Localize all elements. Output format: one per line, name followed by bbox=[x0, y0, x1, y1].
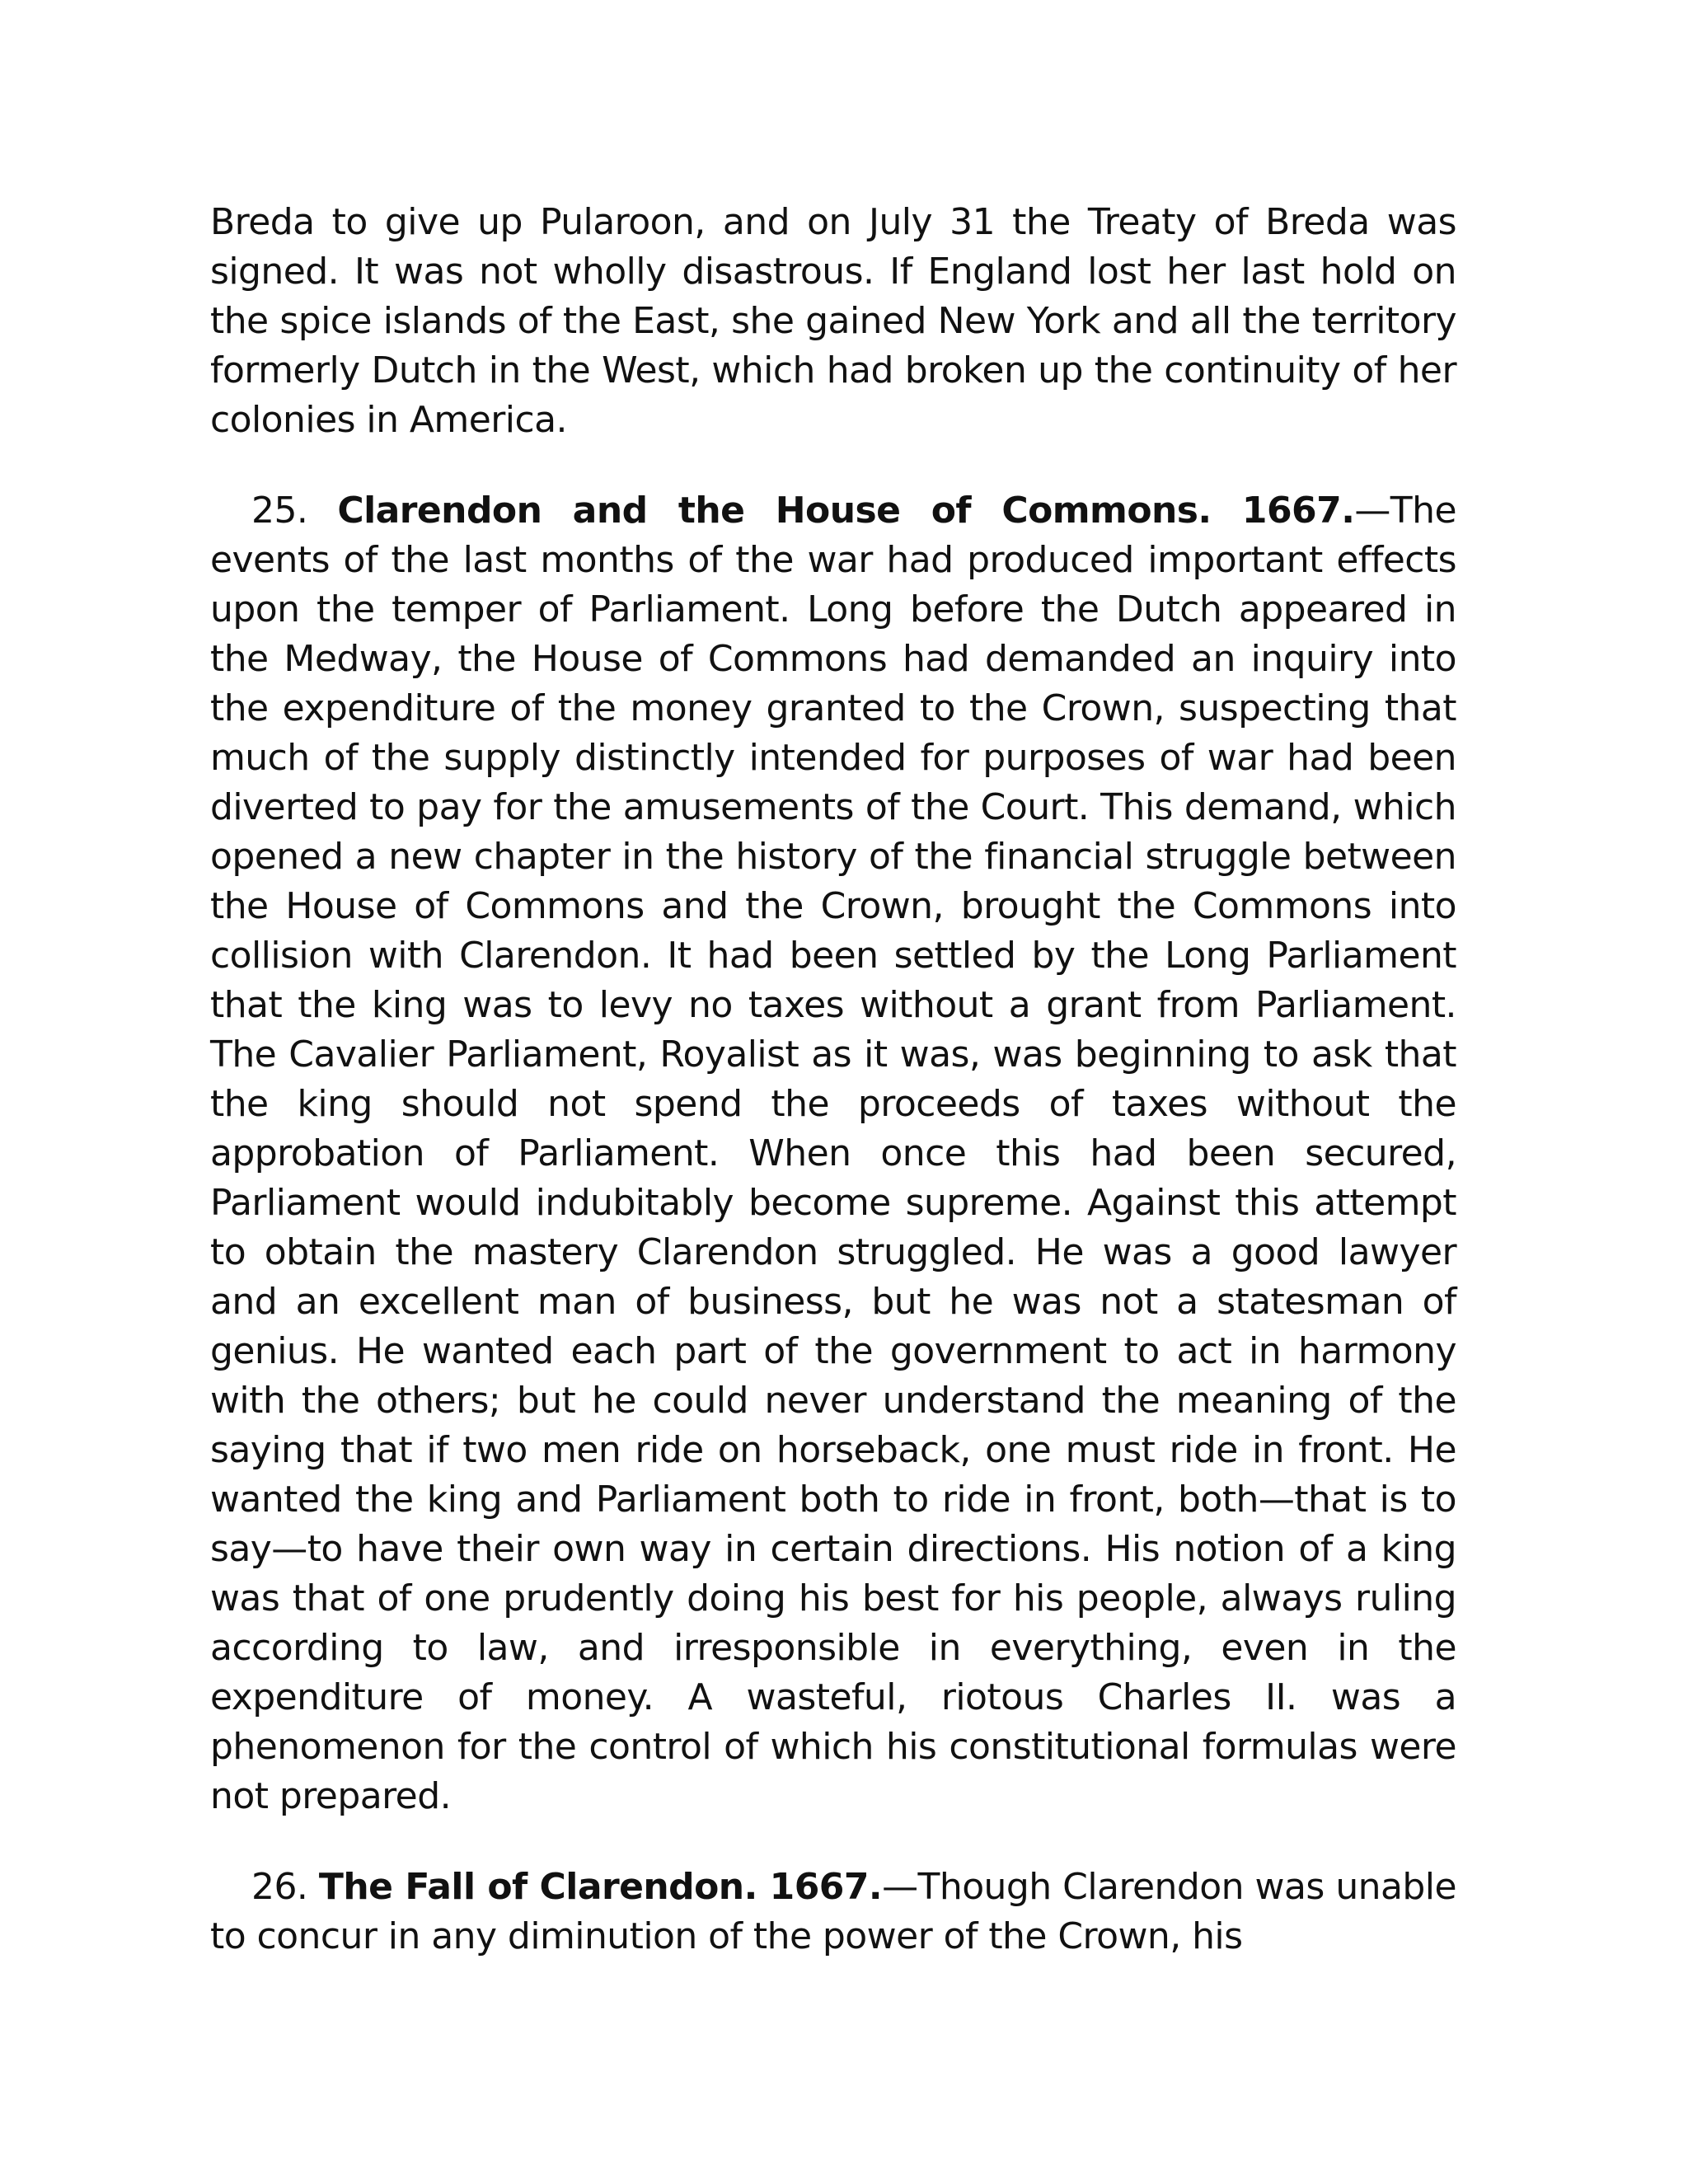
section-number: 26. bbox=[251, 1866, 308, 1908]
section-heading: Clarendon and the House of Commons. 1667. bbox=[337, 490, 1355, 532]
paragraph-26 bbox=[210, 1863, 1456, 1961]
section-heading: The Fall of Clarendon. 1667. bbox=[318, 1866, 883, 1908]
paragraph-25 bbox=[210, 486, 1456, 1821]
paragraph-text: —The events of the last months of the war had produced important effects upon the temper of Parliament. Long before the Dutch appeared in the Medway, the House of Commons had demanded an inquiry into the expenditure of the money granted to the Crown, suspecting that much of the supply distinctly intended for purposes of war had been diverted to pay for the amusements of the Court. This demand, which opened a new chapter in the history of the financial struggle between the House of Commons and the Crown, brought the Commons into collision with Clarendon. It had been settled by the Long Parliament that the king was to levy no taxes without a grant from Parliament. The Cavalier Parliament, Royalist as it was, was beginning to ask that the king should not spend the proceeds of taxes without the approbation of Parliament. When once this had been secured, Parliament would indubitably become supreme. Against this attempt to obtain the mastery Clarendon struggled. He was a good lawyer and an excellent man of business, but he was not a statesman of genius. He wanted each part of the government to act in harmony with the others; but he could never understand the meaning of the saying that if two men ride on horseback, one must ride in front. He wanted the king and Parliament both to ride in front, both—that is to say—to have their own way in certain directions. His notion of a king was that of one prudently doing his best for his people, always ruling according to law, and irresponsible in everything, even in the expenditure of money. A wasteful, riotous Charles II. was a phenomenon for the control of which his constitutional formulas were not prepared. bbox=[210, 490, 1456, 1817]
document-page bbox=[210, 198, 1456, 2003]
paragraph-text: —Though Clarendon was unable to concur in any diminution of the power of the Crown, his bbox=[210, 1866, 1456, 1957]
paragraph-treaty-of-breda bbox=[210, 198, 1456, 445]
paragraph-text: Breda to give up Pularoon, and on July 31 the Treaty of Breda was signed. It was not wholly disastrous. If England lost her last hold on the spice islands of the East, she gained New York and all the territory formerly Dutch in the West, which had broken up the continuity of her colonies in America. bbox=[210, 201, 1456, 441]
section-number: 25. bbox=[251, 490, 308, 532]
